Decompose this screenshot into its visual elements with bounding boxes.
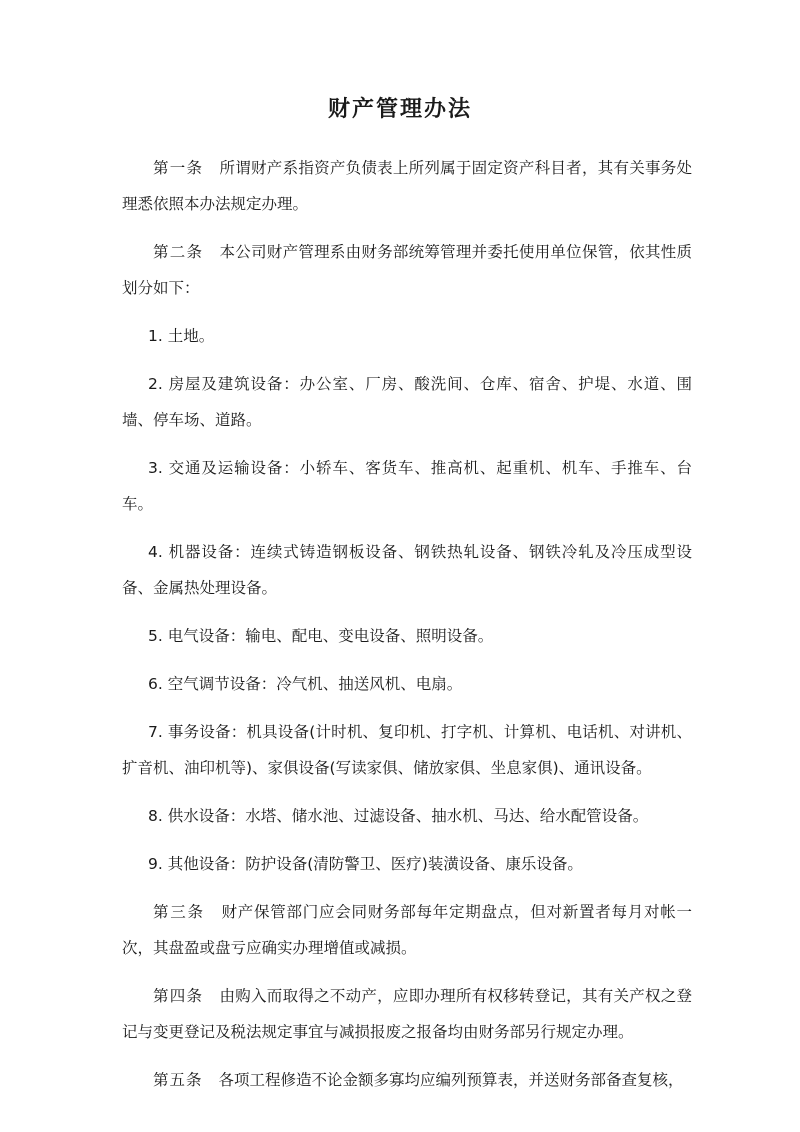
- list-item-1: [122, 318, 692, 354]
- list-text: 事务设备：机具设备(计时机、复印机、打字机、计算机、电话机、对讲机、扩音机、油印机等)、家俱设备(写读家俱、储放家俱、坐息家俱)、通讯设备。: [122, 723, 692, 777]
- list-number: 5.: [148, 627, 163, 645]
- list-number: 7.: [148, 723, 163, 741]
- document-body: [122, 150, 692, 1110]
- list-item-2: [122, 366, 692, 438]
- article-3: [122, 894, 692, 966]
- list-number: 3.: [148, 459, 163, 477]
- article-number: 第二条: [153, 243, 204, 261]
- list-number: 4.: [148, 543, 163, 561]
- list-number: 6.: [148, 675, 163, 693]
- list-text: 房屋及建筑设备：办公室、厂房、酸洗间、仓库、宿舍、护堤、水道、围墙、停车场、道路。: [122, 375, 692, 429]
- list-text: 交通及运输设备：小轿车、客货车、推高机、起重机、机车、手推车、台车。: [122, 459, 692, 513]
- list-number: 2.: [148, 375, 163, 393]
- list-number: 9.: [148, 855, 163, 873]
- list-item-4: [122, 534, 692, 606]
- list-text: 土地。: [167, 327, 215, 345]
- article-text: 财产保管部门应会同财务部每年定期盘点，但对新置者每月对帐一次，其盘盈或盘亏应确实办理增值或减损。: [122, 903, 692, 957]
- list-item-5: [122, 618, 692, 654]
- list-item-7: [122, 714, 692, 786]
- list-number: 8.: [148, 807, 163, 825]
- article-text: 由购入而取得之不动产，应即办理所有权移转登记，其有关产权之登记与变更登记及税法规定事宜与减损报废之报备均由财务部另行规定办理。: [122, 987, 692, 1041]
- list-text: 空气调节设备：冷气机、抽送风机、电扇。: [167, 675, 463, 693]
- article-number: 第一条: [153, 159, 204, 177]
- list-item-6: [122, 666, 692, 702]
- list-text: 供水设备：水塔、储水池、过滤设备、抽水机、马达、给水配管设备。: [167, 807, 649, 825]
- list-text: 其他设备：防护设备(清防警卫、医疗)装潢设备、康乐设备。: [167, 855, 583, 873]
- article-1: [122, 150, 692, 222]
- document-title: 财产管理办法: [327, 96, 472, 122]
- list-item-9: [122, 846, 692, 882]
- list-item-8: [122, 798, 692, 834]
- article-number: 第四条: [153, 987, 204, 1005]
- article-text: 所谓财产系指资产负债表上所列属于固定资产科目者，其有关事务处理悉依照本办法规定办理。: [122, 159, 692, 213]
- article-number: 第三条: [153, 903, 205, 921]
- list-number: 1.: [148, 327, 163, 345]
- list-text: 机器设备：连续式铸造钢板设备、钢铁热轧设备、钢铁冷轧及冷压成型设备、金属热处理设备。: [122, 543, 692, 597]
- list-text: 电气设备：输电、配电、变电设备、照明设备。: [167, 627, 494, 645]
- article-4: [122, 978, 692, 1050]
- article-text: 各项工程修造不论金额多寡均应编列预算表，并送财务部备查复核，: [218, 1071, 684, 1089]
- article-number: 第五条: [153, 1071, 203, 1089]
- article-text: 本公司财产管理系由财务部统筹管理并委托使用单位保管，依其性质划分如下：: [122, 243, 692, 297]
- list-item-3: [122, 450, 692, 522]
- article-5: [122, 1062, 692, 1098]
- article-2: [122, 234, 692, 306]
